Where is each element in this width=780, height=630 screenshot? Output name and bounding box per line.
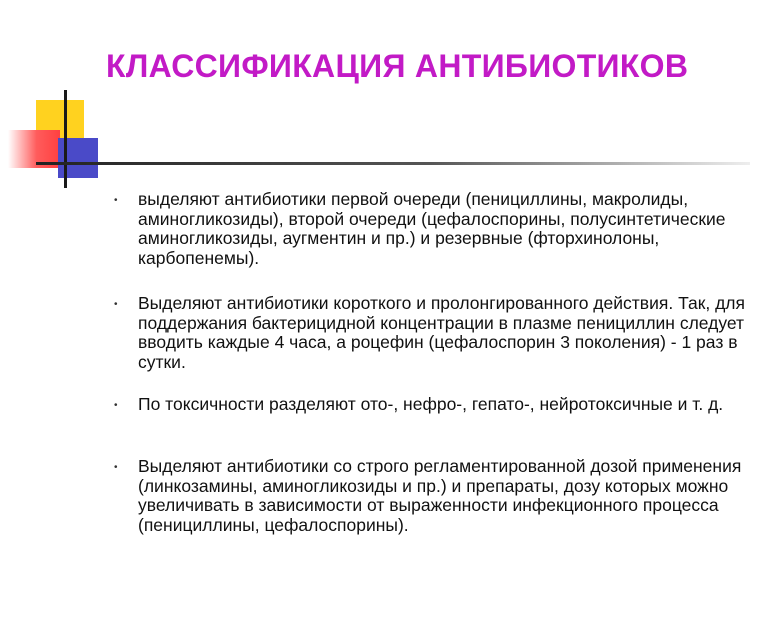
list-item bbox=[110, 190, 770, 268]
list-item-text: По токсичности разделяют ото-, нефро-, гепато-, нейротоксичные и т. д. bbox=[138, 394, 724, 414]
list-item bbox=[110, 294, 770, 372]
list-item bbox=[110, 395, 723, 415]
slide-title: КЛАССИФИКАЦИЯ АНТИБИОТИКОВ bbox=[106, 48, 689, 84]
list-item-text: выделяют антибиотики первой очереди (пенициллины, макролиды, аминогликозиды), второй очереди (цефалоспорины, полусинтетические аминогликозиды, аугментин и пр.) и резервные (фторхинолоны, карбопенемы). bbox=[138, 189, 726, 268]
horizontal-divider-line bbox=[36, 162, 750, 165]
bullet-icon: • bbox=[114, 299, 118, 310]
bullet-icon: • bbox=[114, 400, 118, 411]
list-item-text: Выделяют антибиотики короткого и пролонгированного действия. Так, для поддержания бактерицидной концентрации в плазме пенициллин следует вводить каждые 4 часа, а роцефин (цефалоспорин 3 поколения) - 1 раз в сутки. bbox=[138, 293, 745, 372]
list-item bbox=[110, 457, 770, 535]
bullet-icon: • bbox=[114, 195, 118, 206]
list-item-text: Выделяют антибиотики со строго регламентированной дозой применения (линкозамины, аминогликозиды и пр.) и препараты, дозу которых можно увеличивать в зависимости от выраженности инфекционного процесса (пенициллины, цефалоспорины). bbox=[138, 456, 742, 535]
decorative-header-graphic bbox=[0, 0, 780, 200]
vertical-divider-line bbox=[64, 90, 67, 188]
bullet-icon: • bbox=[114, 462, 118, 473]
